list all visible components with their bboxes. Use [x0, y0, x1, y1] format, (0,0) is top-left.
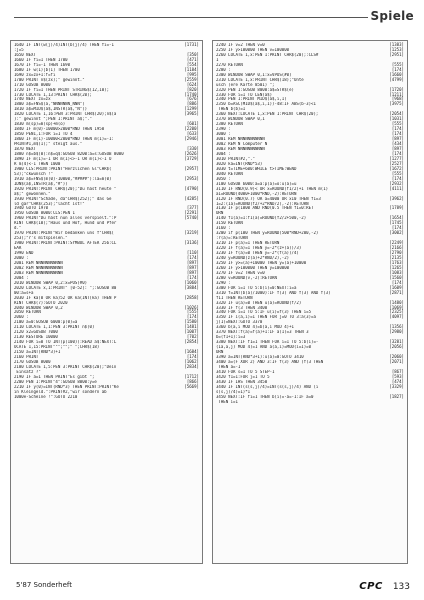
checksum: [897] — [391, 136, 404, 142]
checksum: [1277] — [389, 155, 404, 161]
code-text: Einsatz ?" — [14, 369, 41, 374]
code-text: 3100 GOSUB 6000:a=a:p(a)=o:u(a)=u — [216, 181, 297, 186]
code-text: 3300 FOR i=1 TO 5:b(i)=0:NEXT:i=a — [216, 285, 297, 290]
code-text: 1960 PRINT"Du hast nun alles verspielt.":P — [14, 216, 117, 221]
code-text: 3310 f=INT(b(a)/1000):IF f(3) AND f(3) AND f(3) — [216, 290, 331, 295]
code-text: 2340 PEN 1:PRINT MID$(a$,i,1) — [216, 97, 287, 102]
checksum: [1827] — [389, 393, 404, 399]
checksum: [1356] — [389, 324, 404, 330]
checksum: [1480] — [389, 299, 404, 305]
code-text: in Kleingeld.":PRINT#2,"wir sondern ab — [14, 389, 107, 394]
checksum: [2834] — [184, 363, 199, 369]
checksum: [820] — [186, 86, 199, 92]
code-text: 2260 LOCATE 1,x:PEN 1:PRINT CHR$(20);:CLS# — [216, 52, 319, 57]
code-text: 1690 zx=zx+1:f=fi — [14, 72, 56, 77]
code-text: 2100 a=0:GOSUB 6000:p(0)=a — [14, 320, 78, 325]
checksum: [1763] — [389, 259, 404, 265]
checksum: [2527] — [389, 160, 404, 166]
code-text: 2030 IF ka(0 OR ka)52 OR ka(INT(ka) THEN P — [14, 295, 117, 300]
code-text: 3230 IF f(a)=0 THEN y=-2*(f(a))/4) — [216, 251, 299, 256]
code-text: 2150 a=INT(RND*3)+1 — [14, 350, 61, 355]
code-text: 2050 RETURN — [14, 310, 41, 315]
checksum: [555] — [391, 121, 404, 127]
checksum: [702] — [186, 334, 199, 340]
checksum: [174] — [391, 279, 404, 285]
checksum: [601] — [186, 121, 199, 127]
code-text: URN — [216, 350, 224, 355]
code-text: 2300 WINDOW SWAP 0,1:x=VPOS(#0) — [216, 72, 292, 77]
checksum: [2790] — [389, 250, 404, 256]
code-text: 2003 REM NNNNNNNNNNN — [14, 270, 63, 275]
code-text: RINT CHR$(7):GOTO 2020 — [14, 300, 68, 305]
code-text: 1880 n$=b$(0):n$=q$:GOSUB 8200:a=s:GOSUB 8000 — [14, 151, 124, 156]
code-text: 3410 FOR s=1 TO 5 STEP-1 — [216, 369, 275, 374]
page-footer — [359, 581, 410, 592]
code-text: 3380 NEXT:IF f1=1 THEN FOR i=1 TO 5:b(i)=- — [216, 340, 319, 345]
code-text: 1 — [216, 57, 219, 62]
checksum: [1731] — [184, 42, 199, 47]
code-text: THEN a=-1 — [216, 364, 241, 369]
checksum: [3219] — [184, 230, 199, 236]
checksum: [2871] — [389, 289, 404, 295]
checksum: [1654] — [389, 215, 404, 221]
code-text: a1=ROUND(4000+1000*RND,-2):RETURN — [216, 191, 297, 196]
code-text: 1980 PRINT:PRINT:PRINT:SYMBOL AFTER 256:CL — [14, 241, 117, 246]
code-text: 3050 : — [216, 176, 231, 181]
code-text: 3140 f1(a)=1:f1(a)=ROUND(f2/2+500,-2) — [216, 216, 307, 221]
code-text: URN — [216, 211, 224, 216]
code-text: 2390 : — [216, 127, 231, 132]
code-text: OCATE 1,15:PRINT""";"";" ";CHR$(18) — [14, 345, 100, 350]
code-text: 1990 END — [14, 251, 34, 256]
checksum: [1712] — [184, 373, 199, 379]
checksum: [555] — [391, 61, 404, 67]
code-text: 3160 : — [216, 226, 231, 231]
checksum: [2953] — [184, 175, 199, 181]
code-text: 3150 RETURN — [216, 221, 243, 226]
checksum: [1745] — [389, 220, 404, 226]
checksum: [2200] — [184, 126, 199, 132]
code-text: 2180 LOCATE 1,5:PEN 3:PRINT CHR$(20);"Dein — [14, 364, 117, 369]
checksum: [1026] — [184, 304, 199, 310]
code-text: 1720 IF fi=1 THEN PRINT STRING$(12,10); — [14, 87, 110, 92]
checksum: [897] — [186, 264, 199, 270]
code-text: a$;" gewonnen." — [14, 191, 51, 196]
code-text: 2001 REM NNNNNNNNNNN — [14, 260, 63, 265]
code-text: 3220 IF f(a)=1 THEN y=-2*(z+(a))/3) — [216, 246, 302, 251]
code-text: 2370 WINDOW SWAP 0,1 — [216, 117, 265, 122]
checksum: [3729] — [184, 155, 199, 161]
checksum: [5740] — [184, 215, 199, 221]
code-text: 2240 IF v=2 THEN v=0 — [216, 43, 265, 47]
checksum: [4285] — [184, 195, 199, 201]
code-text: 3250 IF y>=(a)+10000 THEN y=(a)+10000 — [216, 260, 307, 265]
checksum: [1789] — [389, 205, 404, 211]
code-text: 3350 IF i(a,i)=1 THEN FOR j=0 TO 3:a(3)=a — [216, 315, 316, 320]
code-text: 1=2:(1a)=ROUND(f2/+2*RND/2),-2):RETURN — [216, 201, 309, 206]
code-text: 1670 IF fi=-1 THEN 1690 — [14, 62, 71, 67]
code-text: 3390 a=INT(RND*3+1):u(a)=0:GOTO 3410 — [216, 355, 304, 360]
checksum: [1660] — [389, 71, 404, 77]
code-text: 1920 PRINT:PRINT CHR$(20);"Du hast heute " — [14, 186, 117, 191]
checksum: [350] — [186, 51, 199, 57]
code-text: j(1)=NEXT:GOTO 3370 — [216, 320, 263, 325]
checksum: [1062] — [184, 359, 199, 364]
code-text: 3360 b(a,i MOD 4)=b(a,i MOD 4)+1 — [216, 325, 294, 330]
code-text: 1900 CLS:PRINT:PRINT"Herzlichen Gl"CHR$( — [14, 166, 112, 171]
code-text: 1940 GOTO 1970 — [14, 206, 49, 211]
code-text: 3210 IF p(a)=1 THEN RETURN — [216, 241, 280, 246]
checksum: [1253] — [389, 46, 404, 52]
code-text: 1650 NEXT — [14, 52, 36, 57]
checksum: [1069] — [389, 304, 404, 310]
magazine-logo: CPC — [359, 581, 383, 592]
checksum: [897] — [391, 146, 404, 152]
code-text: 2250 IF y>100000 THEN v=100000 — [216, 47, 290, 52]
checksum: [5669] — [184, 383, 199, 389]
code-text: 00:a=s+a — [14, 290, 34, 295]
checksum: [2166] — [389, 245, 404, 251]
code-text: 3130 IF p(1000 AND RND(0.5 THEN f1=0:RET — [216, 206, 314, 211]
code-text: 1820 LOCATE 1,16:PEN 3:PRINT CHR$(20);n$(a — [14, 112, 117, 117]
code-text: 1710 GOSUB 8000 — [14, 82, 51, 87]
code-text: 1730 LOCATE 1,13:PRINT CHR$(20); — [14, 92, 92, 97]
code-text: 2270 RETURN — [216, 62, 243, 67]
code-text: 2320 PEN 1:GOSUB 8000:a$=STR$(e) — [216, 87, 294, 92]
checksum: [4111] — [389, 185, 404, 191]
checksum: [1672] — [389, 165, 404, 171]
code-text: 2004 : — [14, 275, 29, 280]
checksum: [174] — [391, 175, 404, 181]
code-text: 2120 x2=GOSUB 7000 — [14, 330, 58, 335]
section-title: Spiele — [370, 9, 414, 23]
checksum: [1265] — [389, 264, 404, 270]
code-text: 3000 : — [216, 132, 231, 137]
checksum: [2071] — [389, 359, 404, 364]
code-text: 2380 RETURN — [216, 122, 243, 127]
checksum: [1007] — [184, 329, 199, 335]
code-text: PRINT#1,m$(1);" steigt aus." — [14, 142, 83, 147]
checksum: [1560] — [389, 274, 404, 280]
checksum: [377] — [186, 205, 199, 211]
checksum: [995] — [186, 71, 199, 77]
checksum: [1211] — [389, 91, 404, 97]
checksum: [866] — [186, 378, 199, 384]
code-text: 3004 : — [216, 151, 231, 156]
code-text: 3400 a=(F XOR 2) AND 3:IF f(3) AND (f(3 THEN — [216, 360, 324, 364]
code-text: 3040 RETURN — [216, 171, 243, 176]
checksum: [174] — [186, 354, 199, 360]
checksum: [3002] — [389, 230, 404, 236]
code-text: 2210 IF y(0)=INT(RND*3) THEN PRINT:PRINT"Ke — [14, 384, 119, 389]
checksum: [2946] — [184, 136, 199, 142]
checksum: [1720] — [389, 86, 404, 92]
checksum: [1684] — [184, 349, 199, 355]
code-text: 1660 IF fi=1 THEN 1700 — [14, 57, 68, 62]
checksum: [330] — [186, 146, 199, 152]
code-text: 1680 IF w(1)|b(1) THEN 1700 — [14, 67, 80, 72]
checksum: [676] — [186, 96, 199, 102]
code-text: 3420 f1=1:FOR j=1 TO 5 — [216, 374, 270, 379]
code-text: 3200 if p(100 THEN y=ROUND(500*RND+200,-2) — [216, 231, 319, 236]
page-header — [0, 0, 424, 34]
code-text: 3290 : — [216, 280, 231, 285]
code-text: 3430 IF IHS THEN 3450 — [216, 379, 268, 384]
checksum: [4799] — [389, 76, 404, 82]
checksum: [174] — [391, 126, 404, 132]
checksum: [174] — [391, 131, 404, 137]
checksum: [2291] — [184, 210, 199, 216]
code-text: 1970 PRINT:PRINT"Wir bedanken uns f"CHR$( — [14, 231, 114, 236]
code-text: RINT CHR$(10);"Haus und Hof, Hund und Pfer — [14, 221, 117, 226]
checksum: [174] — [186, 254, 199, 260]
header-rule — [14, 17, 368, 18]
checksum: [110] — [186, 250, 199, 256]
checksum: [174] — [391, 150, 404, 156]
code-text: 3120 IF RND(0.7) OR a=4000 OR x10 THEN f1=3 — [216, 196, 321, 201]
code-text: 2330 FOR i=1 TO LEN(a$) — [216, 92, 273, 97]
code-text: 3003 REM NNNNNNNNNNN — [216, 147, 265, 152]
code-text: 2110 LOCATE 1,1:PEN 3:PRINT n$(0) — [14, 325, 95, 330]
checksum: [2626] — [184, 150, 199, 156]
checksum: [2135] — [389, 254, 404, 260]
code-text: R m(4)<-1 THEN 1000 — [14, 161, 61, 166]
checksum: [2060] — [389, 354, 404, 360]
code-text: 2002 REM NNNNNNNNNNN — [14, 265, 63, 270]
checksum: [3965] — [184, 111, 199, 117]
checksum: [2325] — [389, 309, 404, 315]
checksum: [2951] — [389, 51, 404, 57]
checksum: [2854] — [184, 339, 199, 345]
checksum: [2957] — [184, 165, 199, 171]
code-text: 3330 IF f(3 THEN 3400 — [216, 305, 268, 310]
checksum: [1383] — [389, 42, 404, 47]
checksum: [968] — [391, 96, 404, 102]
code-text: 1870 NEXT — [14, 147, 36, 152]
code-text: 2000 : — [14, 255, 29, 260]
code-text: IDN$(a$,INSTR(a$,"#")) — [14, 181, 68, 186]
page-number: 133 — [392, 582, 410, 592]
checksum: [3136] — [184, 240, 199, 246]
listing-column-left — [10, 40, 203, 564]
checksum: [2054] — [389, 111, 404, 117]
code-text: 1740 NEXT zx=zx — [14, 97, 51, 102]
checksum: [886] — [186, 101, 199, 107]
code-text: :j=5 — [14, 47, 24, 52]
code-text: 2020 LOCATE x,1:PRINT" [0-52]: ";:GOSUB 80 — [14, 285, 117, 290]
code-text: 1890 IF m(1)=-1 OR m(1)<>-1 OR m(1)<-1 O — [14, 156, 112, 161]
code-text: 1000e-Scheine !":GOTO 2210 — [14, 394, 78, 399]
code-line — [216, 400, 404, 405]
code-line — [14, 395, 199, 400]
checksum: [624] — [186, 81, 199, 87]
checksum: [1031] — [389, 116, 404, 122]
checksum: [867] — [391, 368, 404, 374]
checksum: [554] — [186, 61, 199, 67]
code-text: :r(a)=:RETURN — [216, 236, 248, 241]
issue-label: 5'87 Sonderheft — [16, 581, 73, 589]
checksum: [3884] — [184, 284, 199, 290]
checksum: [1609] — [389, 284, 404, 290]
code-text: b=(f1+1):i=3 — [216, 335, 246, 340]
code-text: THEN b(b)=1 — [216, 107, 246, 112]
code-text: 3440 IF INT(s(s,j)/4)=INT(s(s,j)/4) AND (i — [216, 384, 319, 389]
checksum: [1740] — [184, 91, 199, 97]
code-text: 1930 PRINT"Schade, da"CHR$(252);" das Ge — [14, 196, 112, 201]
code-text: ):" gewinnt ";PEN 1:PRINT a$;"." — [14, 117, 92, 122]
checksum: [2056] — [389, 344, 404, 350]
code-text: 1830 m(sp)=m(sp)+m(o) — [14, 122, 66, 127]
checksum: [555] — [186, 309, 199, 315]
checksum: [593] — [391, 373, 404, 379]
checksum: [2932] — [389, 180, 404, 186]
code-text: 2190 IF a=1 THEN PRINT"Es gibt "; — [14, 374, 95, 379]
listing-column-right — [212, 40, 408, 564]
checksum: [897] — [186, 259, 199, 265]
code-text: 2130 RESTORE 10000 — [14, 335, 58, 340]
checksum: [1060] — [184, 279, 199, 285]
code-text: 1810 a$=MID$(a$,INSTR(a$,"N")) — [14, 107, 88, 112]
checksum: [3329] — [389, 383, 404, 389]
code-text: 2040 WINDOW SWAP 0,2 — [14, 305, 63, 310]
code-text: 1860 IF m(1)-10000<2000*RND THEN m(1)=-1: — [14, 137, 114, 142]
checksum: [174] — [391, 225, 404, 231]
code-text: 1700 PRINT n$(zx);" gewinnt." — [14, 77, 85, 82]
checksum: [555] — [391, 170, 404, 176]
checksum: [174] — [186, 314, 199, 320]
checksum: [2559] — [184, 76, 199, 82]
checksum: [174] — [391, 66, 404, 72]
code-text: 3280 v=ROUND(v,-2):RETURN — [216, 275, 277, 280]
code-text: EAR — [14, 246, 22, 251]
code-text: 1800 a$=FNS$(a,"NNNNNNN_NNN") — [14, 102, 85, 107]
checksum: [2858] — [184, 294, 199, 300]
code-text: s(s,j)/4)=1)*1 — [216, 389, 251, 394]
checksum: [1580] — [184, 319, 199, 325]
code-text: 1640 IF INT(w(j)/4)INT(b(j)/4) THEN fi=-1 — [14, 43, 114, 47]
checksum: [1184] — [184, 66, 199, 72]
code-text: 3260 IF y>100000 THEN y=100000 — [216, 265, 290, 270]
code-text: 2200 PEN 1:PRINT"4":GOSUB 8000:y=e — [14, 379, 97, 384]
code-text: 3340 FOR i=1 TO 5:IF u(i)=f(3) THEN i=5 — [216, 310, 312, 315]
code-text: (1a,a,j) MOD 4)=1 AND a(a,i)=MOD(i=I)=0 — [216, 345, 312, 350]
code-text: 2280 : — [216, 67, 231, 72]
code-text: d." — [14, 226, 22, 231]
checksum: [434] — [391, 141, 404, 147]
code-text: usch (ere Karte 8501) "; — [216, 82, 275, 87]
code-text: 3020 ka=INT(RND*53) — [216, 161, 263, 166]
code-text: 2170 GOSUB 8000 — [14, 360, 51, 364]
code-text: 1910 a$=FNS$(m(0)-10000,"#####"):la=m(0) — [14, 176, 112, 181]
checksum: [2249] — [389, 240, 404, 246]
code-text: 2160 PRINT — [14, 355, 39, 360]
checksum: [2980] — [389, 329, 404, 335]
checksum: [3281] — [389, 339, 404, 345]
checksum: [4097] — [389, 314, 404, 320]
checksum: [1083] — [389, 269, 404, 275]
checksum: [174] — [186, 274, 199, 280]
code-text: 3110 IF RND(0.9)< OR x=ROUND(f1/2)+1 THEN m(1) — [216, 186, 329, 191]
checksum: [474] — [391, 378, 404, 384]
code-text: 3450 NEXT:IF fi=1 THEN b(i)=-a=-1:IF a=0 — [216, 394, 314, 399]
code-text: 2310 LOCATE 1,x:PRINT CHR$(18);"Unte — [216, 77, 304, 82]
code-text: THEN i=1 — [216, 399, 238, 404]
checksum: [897] — [186, 269, 199, 275]
checksum: [471] — [186, 56, 199, 62]
code-text: 1850 PEN1,1:FOR i=1 TO 4 — [14, 132, 73, 137]
code-text: 3030 t=TIME+600:WHILE t>TIME:WEND — [216, 166, 297, 171]
code-text: f11 THEN RETURN — [216, 295, 253, 300]
code-text: 3002 REM N Computer N — [216, 142, 268, 147]
checksum: [1481] — [184, 324, 199, 330]
code-text: 3320 IF u(a)=0 THEN u(a)=ROUND(f/2) — [216, 300, 302, 305]
code-text: 2360 NEXT:LOCATE 1,x:PEN 1:PRINT CHR$(20); — [216, 112, 319, 117]
code-text: 2010 WINDOW SWAP 0,2:x=POS(#0) — [14, 280, 88, 285]
code-text: 53);"ckwunsch !" — [14, 171, 53, 176]
code-text: ld gar"CHR$(253);"lacht ist!" — [14, 201, 85, 206]
checksum: [633] — [186, 131, 199, 137]
checksum: [4790] — [184, 185, 199, 191]
code-text: 3001 REM NNNNNNNNNNN — [216, 137, 265, 142]
code-text: 2350 b=ASC(MID$(a$,i,1))-48:IF ABS(b-3)<1 — [216, 102, 316, 107]
code-text: 3240 y=ROUND(z(a)+2*RND/2),-2) — [216, 255, 290, 260]
code-text: 1840 IF m(0)-10000>2000*RND THEN 1950 — [14, 127, 105, 132]
code-text: 3370 NEXT:f(a)=f(a)+1:IF a(1)=3 THEN 3 — [216, 330, 309, 335]
checksum: [3962] — [389, 195, 404, 201]
code-text: 3270 IF v=2 THEN v=0 — [216, 270, 265, 275]
code-text: 3010 PRINT#2,"." — [216, 156, 255, 161]
checksum: [1299] — [184, 106, 199, 112]
code-text: 2140 FOR i=0 TO INT(p(100)):READ a$:NEXT:L — [14, 340, 117, 345]
code-text: 1950 GOSUB 8000:CLS:PEN 1 — [14, 211, 75, 216]
code-text: 2060 : — [14, 315, 29, 320]
checksum: [3975] — [389, 101, 404, 107]
code-text: 253);"r's mitspielen." — [14, 236, 68, 241]
